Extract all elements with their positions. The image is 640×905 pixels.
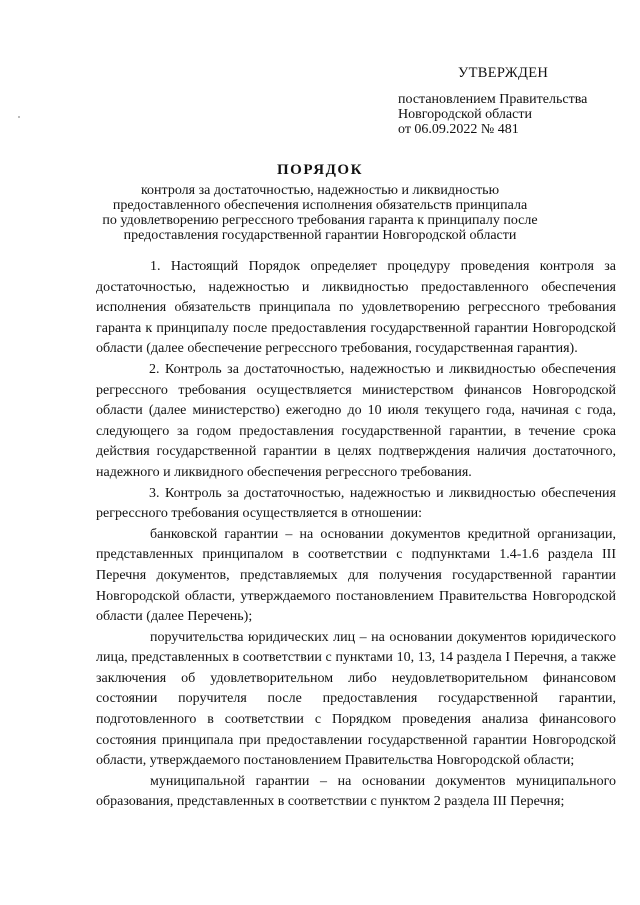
paragraph-bank-guarantee: банковской гарантии – на основании документов кредитной организации, представленных принципалом в соответствии с подпунктами 1.4-1.6 раздела III Перечня документов, представляемых для получения государственной гарантии Новгородской области, утверждаемого постановлением Правительства Новгородской области (далее Перечень);	[96, 526, 616, 625]
approval-block	[398, 66, 587, 137]
document-heading	[40, 163, 600, 243]
approval-line: от 06.09.2022 № 481	[398, 122, 519, 137]
paragraph-2: 2. Контроль за достаточностью, надежностью и ликвидностью обеспечения регрессного требования осуществляется министерством финансов Новгородской области (далее министерство) ежегодно до 10 июля текущего года, начиная с года, следующего за годом предоставления государственной гарантии, в течение срока действия государственной гарантии в целях подтверждения наличия достаточного, надежного и ликвидного обеспечения регрессного требования.	[96, 361, 616, 480]
document-title: ПОРЯДОК	[277, 162, 363, 178]
paragraph-surety: поручительства юридических лиц – на основании документов юридического лица, представленных в соответствии с пунктами 10, 13, 14 раздела I Перечня, а также заключения об удовлетворительном либо неудовлетворительном финансовом состоянии поручителя после предоставления государственной гарантии, подготовленного в соответствии с Порядком проведения анализа финансового состояния принципала при предоставлении государственной гарантии Новгородской области, утверждаемого постановлением Правительства Новгородской области;	[96, 629, 616, 769]
paragraph-3: 3. Контроль за достаточностью, надежностью и ликвидностью обеспечения регрессного требования осуществляется в отношении:	[96, 485, 616, 522]
approval-title: УТВЕРЖДЕН	[458, 65, 549, 81]
subtitle-line: предоставления государственной гарантии Новгородской области	[123, 228, 517, 243]
document-body	[96, 257, 616, 813]
paragraph-1: 1. Настоящий Порядок определяет процедуру проведения контроля за достаточностью, надежностью и ликвидностью предоставленного обеспечения исполнения обязательств принципала по удовлетворению регрессного требования гаранта к принципалу после предоставления государственной гарантии Новгородской области (далее обеспечение регрессного требования, государственная гарантия).	[96, 259, 616, 357]
paragraph-municipal-guarantee: муниципальной гарантии – на основании документов муниципального образования, представленных в соответствии с пунктом 2 раздела III Перечня;	[96, 773, 616, 810]
approval-line: постановлением Правительства	[398, 92, 588, 107]
subtitle-line: контроля за достаточностью, надежностью и ликвидностью	[140, 183, 500, 198]
scan-artifact	[18, 116, 20, 118]
approval-line: Новгородской области	[398, 107, 532, 122]
subtitle-line: по удовлетворению регрессного требования гаранта к принципалу после	[102, 213, 538, 228]
subtitle-line: предоставленного обеспечения исполнения обязательств принципала	[112, 198, 528, 213]
